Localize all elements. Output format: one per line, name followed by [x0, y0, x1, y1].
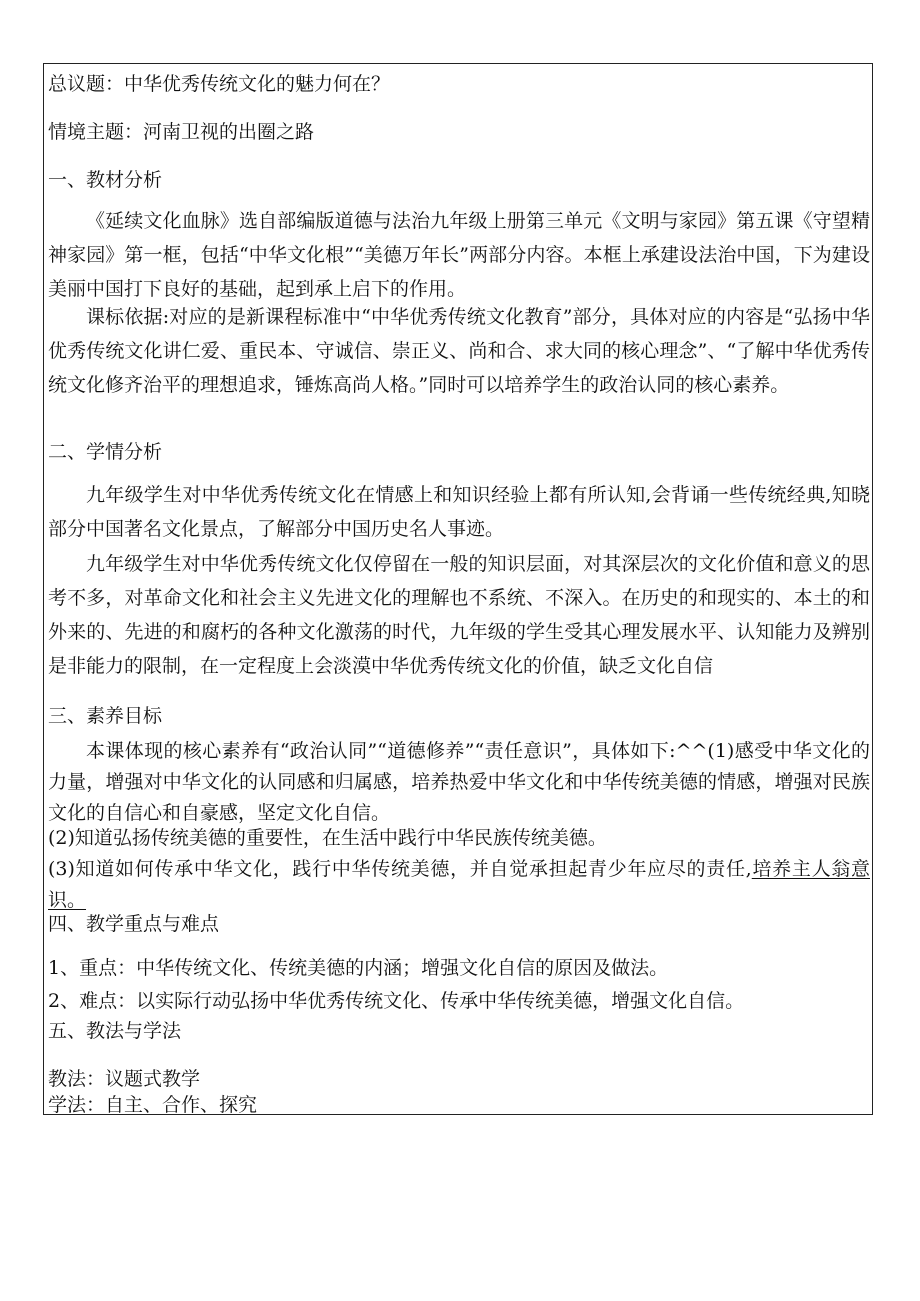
materials-paragraph-1: 《延续文化血脉》选自部编版道德与法治九年级上册第三单元《文明与家园》第五课《守望精神家园》第一框，包括“中华文化根”“美德万年长”两部分内容。本框上承建设法治中国，下为建设美丽中国打下良好的基础，起到承上启下的作用。	[48, 210, 870, 300]
goals-item-3	[48, 854, 870, 916]
goals-item-3-underlined: 培养主人翁意识。	[48, 858, 870, 911]
difficult-point-line: 2、难点：以实际行动弘扬中华优秀传统文化、传承中华传统美德，增强文化自信。	[48, 990, 745, 1012]
section-title-materials: 一、教材分析	[48, 169, 163, 191]
topic-line: 总议题：中华优秀传统文化的魅力何在？	[48, 73, 391, 95]
section-title-key-points: 四、教学重点与难点	[48, 913, 220, 935]
students-paragraph-1: 九年级学生对中华优秀传统文化在情感上和知识经验上都有所认知,会背诵一些传统经典,知晓部分中国著名文化景点，了解部分中国历史名人事迹。	[48, 484, 870, 540]
goals-item-2: (2)知道弘扬传统美德的重要性，在生活中践行中华民族传统美德。	[48, 827, 607, 849]
goals-paragraph-1: 本课体现的核心素养有“政治认同”“道德修养”“责任意识”，具体如下:^^(1)感受中华文化的力量，增强对中华文化的认同感和归属感，培养热爱中华文化和中华传统美德的情感，增强对民族文化的自信心和自豪感，坚定文化自信。	[48, 740, 870, 824]
students-paragraph-2: 九年级学生对中华优秀传统文化仅停留在一般的知识层面，对其深层次的文化价值和意义的思考不多，对革命文化和社会主义先进文化的理解也不系统、不深入。在历史的和现实的、本土的和外来的、先进的和腐朽的各种文化激荡的时代，九年级的学生受其心理发展水平、认知能力及辨别是非能力的限制，在一定程度上会淡漠中华优秀传统文化的价值，缺乏文化自信	[48, 553, 870, 677]
learning-method-line: 学法：自主、合作、探究	[48, 1094, 258, 1116]
document-table-cell	[43, 63, 873, 1115]
section-title-students: 二、学情分析	[48, 441, 163, 463]
goals-item-3-text: (3)知道如何传承中华文化，践行中华传统美德，并自觉承担起青少年应尽的责任,	[48, 858, 752, 880]
section-title-methods: 五、教法与学法	[48, 1020, 182, 1042]
materials-paragraph-2: 课标依据:对应的是新课程标准中“中华优秀传统文化教育”部分，具体对应的内容是“弘扬中华优秀传统文化讲仁爱、重民本、守诚信、崇正义、尚和合、求大同的核心理念”、“了解中华优秀传统文化修齐治平的理想追求，锤炼高尚人格。”同时可以培养学生的政治认同的核心素养。	[48, 306, 870, 396]
key-point-line: 1、重点：中华传统文化、传统美德的内涵；增强文化自信的原因及做法。	[48, 957, 669, 979]
teaching-method-line: 教法：议题式教学	[48, 1068, 201, 1090]
scenario-line: 情境主题：河南卫视的出圈之路	[48, 121, 315, 143]
section-title-goals: 三、素养目标	[48, 705, 163, 727]
